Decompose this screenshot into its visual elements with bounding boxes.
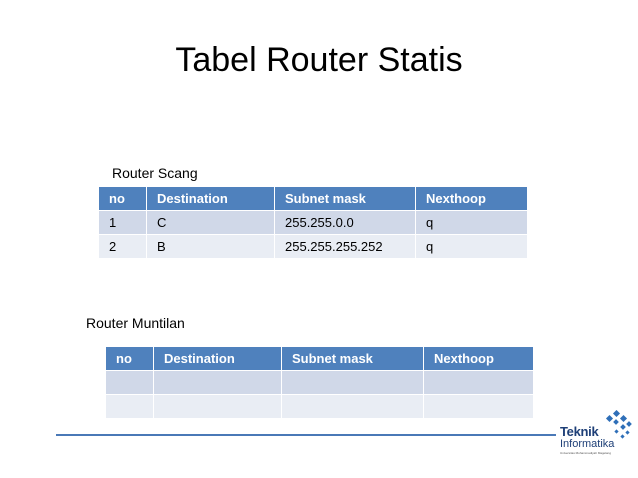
- table-cell: 1: [99, 211, 147, 235]
- header-cell-nexthoop: Nexthoop: [424, 347, 534, 371]
- table-cell: 255.255.0.0: [275, 211, 416, 235]
- table-cell: 2: [99, 235, 147, 259]
- table-cell: [424, 371, 534, 395]
- table-header-row: [99, 187, 528, 211]
- logo-line3: Universitas Muhammadiyah Magelang: [560, 451, 612, 455]
- table-cell: [106, 395, 154, 419]
- router-scang-table: [98, 186, 528, 259]
- table-cell: [282, 371, 424, 395]
- table-cell: B: [147, 235, 275, 259]
- table-cell: [154, 371, 282, 395]
- slide-title: Tabel Router Statis: [175, 41, 463, 79]
- table2-caption: Router Muntilan: [86, 315, 185, 331]
- header-cell-destination: Destination: [154, 347, 282, 371]
- logo-line1: Teknik: [560, 424, 599, 439]
- teknik-informatika-logo: [560, 410, 634, 466]
- table-row: [99, 211, 528, 235]
- table-cell: q: [416, 211, 528, 235]
- header-cell-subnet-mask: Subnet mask: [282, 347, 424, 371]
- header-cell-nexthoop: Nexthoop: [416, 187, 528, 211]
- header-cell-no: no: [106, 347, 154, 371]
- table-cell: [282, 395, 424, 419]
- table-cell: q: [416, 235, 528, 259]
- table-cell: [154, 395, 282, 419]
- table-cell: [424, 395, 534, 419]
- table-row: [106, 395, 534, 419]
- table-cell: C: [147, 211, 275, 235]
- table1-caption: Router Scang: [112, 165, 198, 181]
- header-cell-subnet-mask: Subnet mask: [275, 187, 416, 211]
- table-header-row: [106, 347, 534, 371]
- table-cell: 255.255.255.252: [275, 235, 416, 259]
- logo-line2: Informatika: [560, 438, 615, 450]
- header-cell-no: no: [99, 187, 147, 211]
- table-cell: [106, 371, 154, 395]
- router-muntilan-table: [105, 346, 534, 419]
- footer-rule: [56, 434, 556, 436]
- table-row: [99, 235, 528, 259]
- header-cell-destination: Destination: [147, 187, 275, 211]
- table-row: [106, 371, 534, 395]
